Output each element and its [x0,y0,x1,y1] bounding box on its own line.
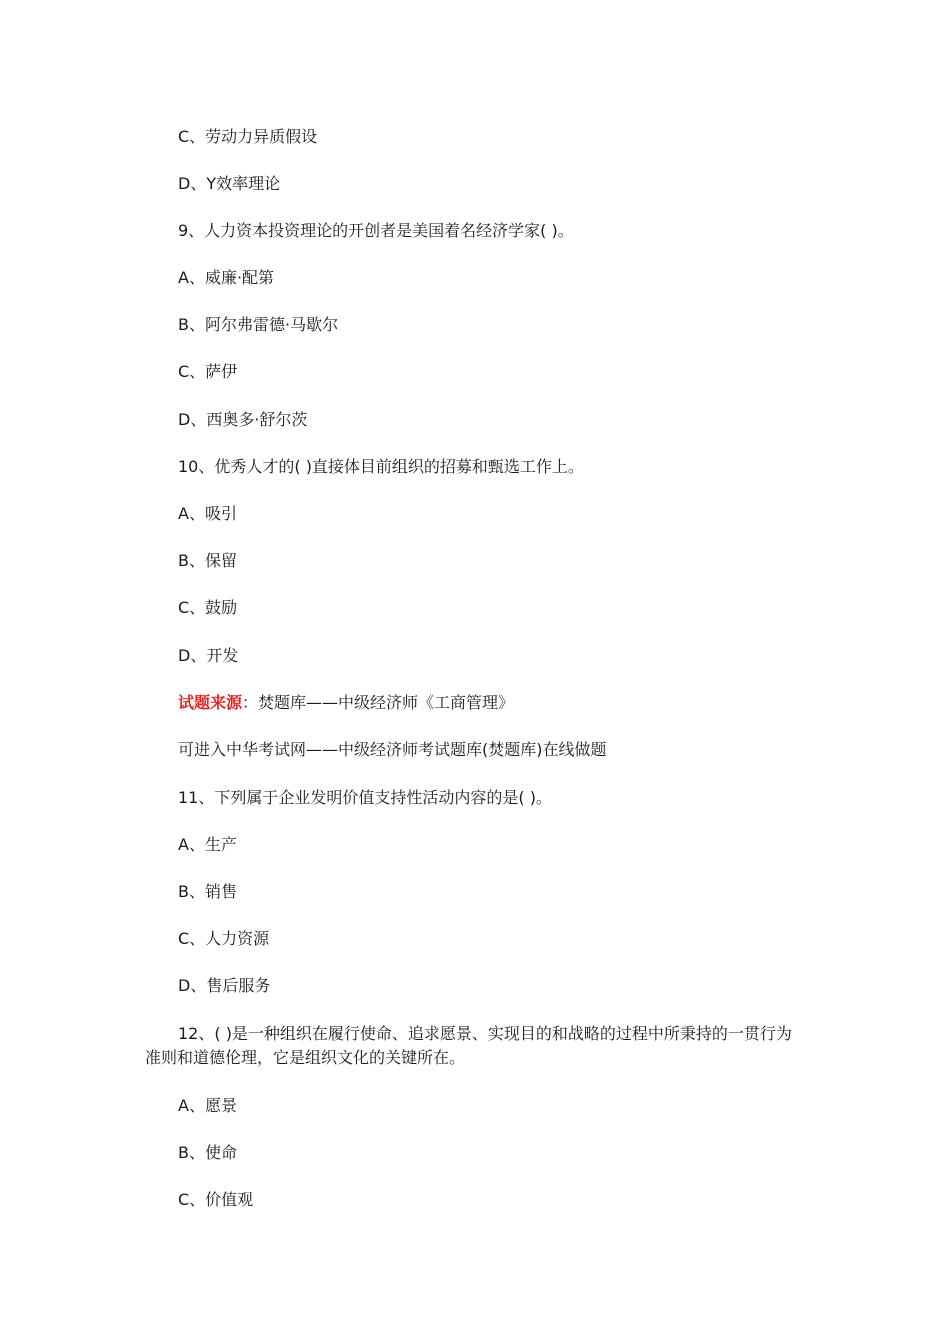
option-b-q11: B、销售 [178,882,237,901]
option-c-q12: C、价值观 [178,1190,254,1209]
source-label: 试题来源 [178,693,243,712]
option-a-q11: A、生产 [178,835,237,854]
option-b-q10: B、保留 [178,551,237,570]
source-text[interactable]: ：焚题库——中级经济师《工商管理》 [242,693,515,712]
question-11: 11、下列属于企业发明价值支持性活动内容的是( )。 [178,788,552,807]
option-d-q11: D、售后服务 [178,976,271,995]
option-a-q10: A、吸引 [178,504,237,523]
option-d-q9: D、西奥多·舒尔茨 [178,410,308,429]
option-a-q12: A、愿景 [178,1096,237,1115]
option-b-q9: B、阿尔弗雷德·马歇尔 [178,315,339,334]
option-c-q9: C、萨伊 [178,362,238,381]
question-9: 9、人力资本投资理论的开创者是美国着名经济学家( )。 [178,221,574,240]
source-line [178,691,514,715]
question-12: 12、( )是一种组织在履行使命、追求愿景、实现目的和战略的过程中所秉持的一贯行为准则和道德伦理，它是组织文化的关键所在。 [145,1024,792,1067]
option-a-q9: A、威廉·配第 [178,268,275,287]
exam-link-line[interactable]: 可进入中华考试网——中级经济师考试题库(焚题库)在线做题 [178,740,607,759]
option-d-q10: D、开发 [178,646,239,665]
option-c-q10: C、鼓励 [178,598,238,617]
option-c-q8: C、劳动力异质假设 [178,127,318,146]
option-c-q11: C、人力资源 [178,929,270,948]
question-10: 10、优秀人才的( )直接体目前组织的招募和甄选工作上。 [178,457,584,476]
option-b-q12: B、使命 [178,1143,237,1162]
option-d-q8: D、Y效率理论 [178,174,281,193]
